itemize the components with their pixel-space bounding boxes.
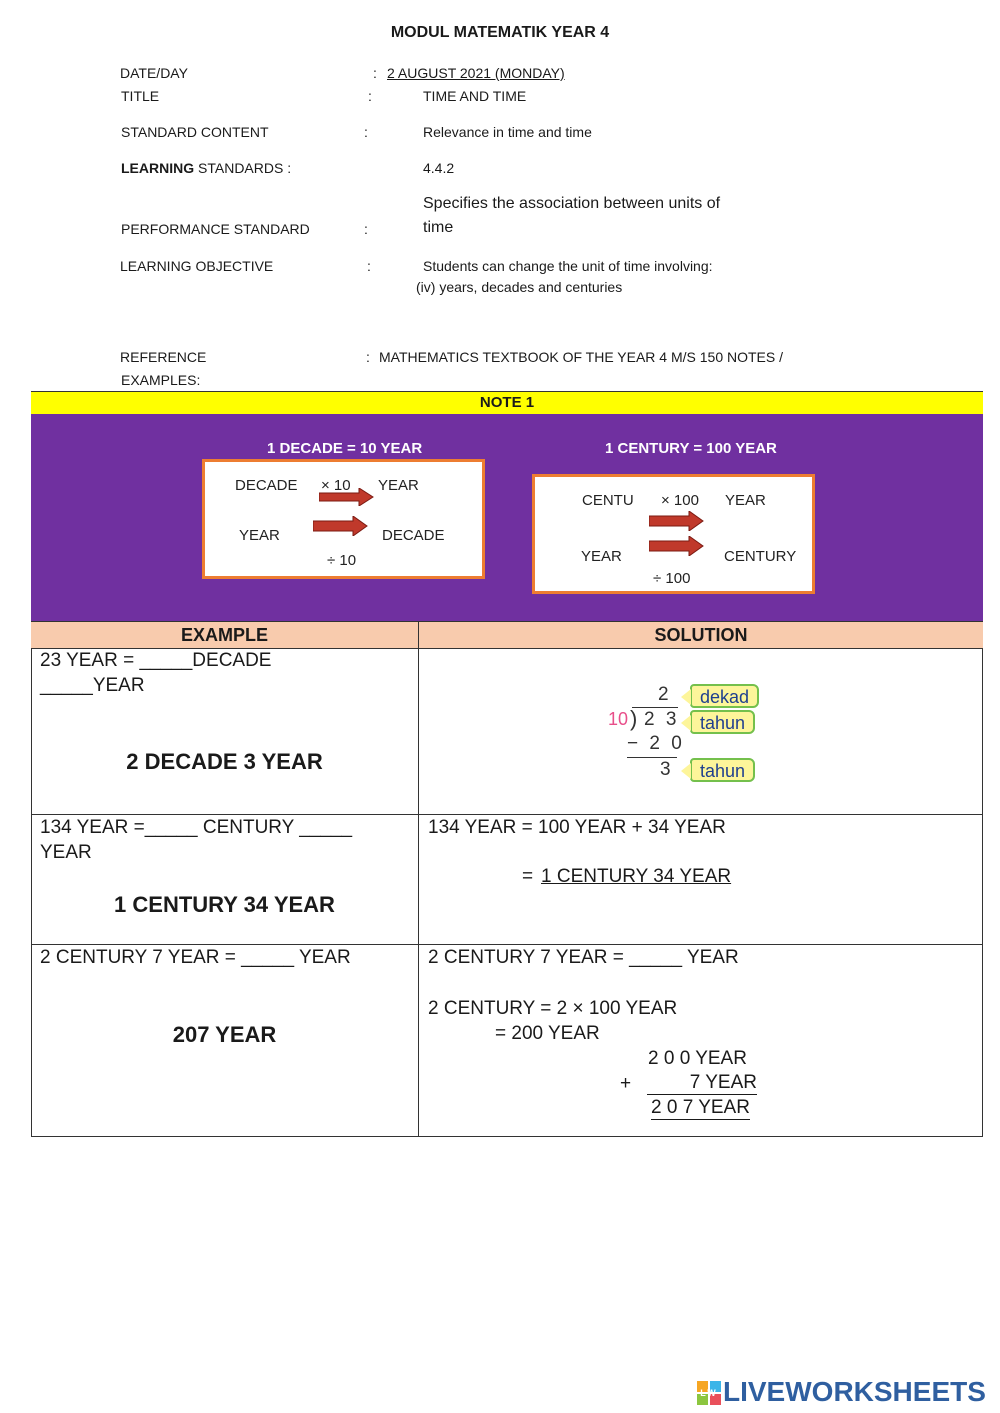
decade-from1: DECADE	[235, 477, 298, 494]
column-header-solution: SOLUTION	[419, 622, 983, 648]
column-divider	[418, 621, 419, 1136]
reference-label-line2: EXAMPLES:	[121, 372, 201, 388]
division-subtract: − 2 0	[627, 733, 685, 754]
tag-tahun-2: tahun	[690, 758, 755, 782]
performance-colon: :	[364, 221, 368, 237]
century-to2: CENTURY	[724, 548, 797, 565]
century-arrow-divide-icon	[649, 536, 705, 556]
date-label: DATE/DAY	[120, 65, 188, 81]
reference-value: MATHEMATICS TEXTBOOK OF THE YEAR 4 M/S 150 NOTES /	[379, 349, 784, 365]
title-value: TIME AND TIME	[423, 88, 527, 104]
decade-to2: DECADE	[382, 527, 445, 544]
date-value: 2 AUGUST 2021 (MONDAY)	[387, 65, 565, 81]
division-line	[627, 757, 677, 758]
objective-value-line1: Students can change the unit of time involving:	[423, 258, 713, 274]
century-arrow-multiply-icon	[649, 511, 705, 531]
learning-standards-label-bold: LEARNING	[121, 160, 195, 176]
row1-question-line1: 23 YEAR = _____DECADE	[40, 650, 272, 671]
performance-label: PERFORMANCE STANDARD	[121, 221, 310, 237]
division-divisor: 10	[608, 709, 629, 729]
row1-answer: 2 DECADE 3 YEAR	[126, 749, 323, 774]
reference-colon: :	[366, 349, 370, 365]
objective-label: LEARNING OBJECTIVE	[120, 258, 274, 274]
century-conversion-box	[532, 474, 815, 594]
learning-standards-label	[121, 160, 291, 176]
row2-solution-eq: =	[522, 866, 534, 887]
century-from1: CENTU	[582, 492, 634, 509]
decade-heading: 1 DECADE = 10 YEAR	[267, 440, 423, 457]
title-colon: :	[368, 88, 372, 104]
performance-value-line1: Specifies the association between units of	[423, 195, 721, 212]
row3-addition-mid: 7 YEAR	[647, 1071, 757, 1095]
title-label: TITLE	[121, 88, 160, 104]
liveworksheets-logo-text: LIVEWORKSHEETS	[723, 1376, 986, 1407]
division-quotient: 2	[658, 684, 672, 705]
decade-to1: YEAR	[378, 477, 419, 494]
decade-op2: ÷ 10	[327, 552, 357, 569]
objective-colon: :	[367, 258, 371, 274]
tag-dekad: dekad	[690, 684, 759, 708]
divider-line	[31, 621, 983, 622]
decade-arrow-multiply-icon	[319, 488, 375, 506]
tag-tahun-1: tahun	[690, 710, 755, 734]
row2-question-line2: YEAR	[40, 842, 92, 863]
standard-content-colon: :	[364, 124, 368, 140]
document-title: MODUL MATEMATIK YEAR 4	[390, 24, 610, 41]
standard-content-value: Relevance in time and time	[423, 124, 592, 140]
reference-label-line1: REFERENCE	[120, 349, 207, 365]
decade-op1: × 10	[321, 477, 351, 494]
row3-solution-line1: 2 CENTURY 7 YEAR = _____ YEAR	[428, 947, 739, 968]
date-colon: :	[373, 65, 377, 81]
liveworksheets-logo-icon	[697, 1381, 721, 1405]
division-bracket: )	[630, 706, 638, 731]
decade-from2: YEAR	[239, 527, 280, 544]
objective-value-line2: (iv) years, decades and centuries	[416, 279, 623, 295]
row1-question-line2: _____YEAR	[40, 675, 145, 696]
row2-solution-line1: 134 YEAR = 100 YEAR + 34 YEAR	[428, 817, 726, 838]
row2-answer: 1 CENTURY 34 YEAR	[114, 892, 335, 917]
division-dividend: 2 3	[644, 709, 680, 730]
row3-addition-total: 2 0 7 YEAR	[651, 1097, 750, 1118]
row3-addition-top: 2 0 0 YEAR	[648, 1048, 747, 1069]
division-bar	[632, 707, 678, 708]
row2-solution-line2: 1 CENTURY 34 YEAR	[541, 866, 732, 887]
column-header-example: EXAMPLE	[31, 622, 418, 648]
standard-content-label: STANDARD CONTENT	[121, 124, 269, 140]
decade-arrow-divide-icon	[313, 516, 369, 536]
century-op1: × 100	[661, 492, 699, 509]
division-remainder: 3	[660, 759, 674, 780]
row3-solution-line3: = 200 YEAR	[495, 1023, 600, 1044]
performance-value-line2: time	[423, 219, 454, 236]
row3-solution-line2: 2 CENTURY = 2 × 100 YEAR	[428, 998, 678, 1019]
decade-conversion-box	[202, 459, 485, 579]
note-title: NOTE 1	[31, 392, 983, 414]
row3-answer: 207 YEAR	[172, 1022, 277, 1047]
learning-standards-value: 4.4.2	[423, 160, 455, 176]
century-heading: 1 CENTURY = 100 YEAR	[605, 440, 777, 457]
row2-question-line1: 134 YEAR =_____ CENTURY _____	[40, 817, 353, 838]
century-op2: ÷ 100	[653, 570, 691, 587]
logo-mark-letters: LW	[700, 1388, 718, 1398]
century-to1: YEAR	[725, 492, 766, 509]
note-panel	[31, 414, 983, 622]
row3-addition-plus: +	[620, 1073, 632, 1094]
row1-long-division	[596, 676, 806, 794]
row3-question-line1: 2 CENTURY 7 YEAR = _____ YEAR	[40, 947, 351, 968]
learning-standards-label-rest: STANDARDS :	[198, 160, 292, 176]
century-from2: YEAR	[581, 548, 622, 565]
